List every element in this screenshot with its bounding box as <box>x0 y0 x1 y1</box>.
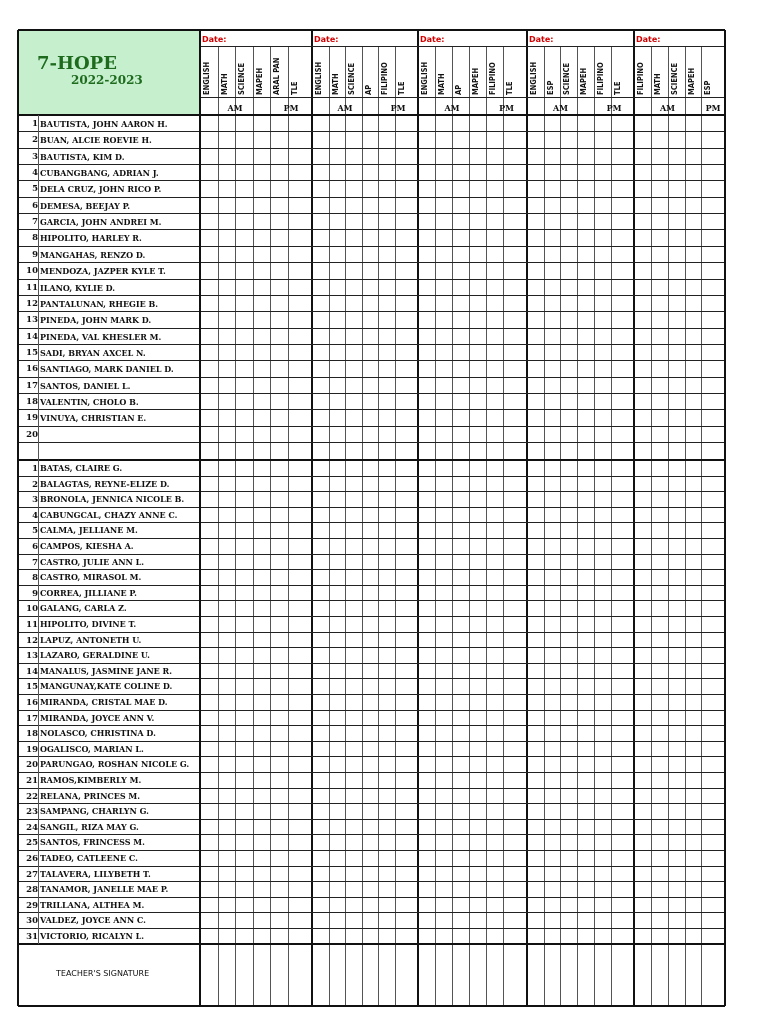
date-label: Date: <box>202 35 227 44</box>
subject-header: TLE <box>290 81 299 95</box>
row-line <box>18 881 725 882</box>
subject-header: FILIPINO <box>596 62 605 95</box>
signature-row-line <box>18 943 725 945</box>
am-pm-divider <box>486 46 487 1006</box>
row-number: 20 <box>26 430 38 440</box>
row-line <box>18 377 725 378</box>
row-line <box>18 409 725 410</box>
day-group-divider <box>417 30 419 1006</box>
row-number: 16 <box>26 364 38 374</box>
row-line <box>18 538 725 539</box>
column-line <box>503 46 504 1006</box>
row-number: 13 <box>26 651 38 661</box>
row-number: 2 <box>32 480 38 490</box>
subject-header: SCIENCE <box>670 62 679 95</box>
column-line <box>469 46 470 1006</box>
row-line <box>18 426 725 427</box>
student-name: CALMA, JELLIANE M. <box>40 525 138 535</box>
row-line <box>18 279 725 280</box>
subject-header: FILIPINO <box>488 62 497 95</box>
header-bottom-line <box>18 114 725 116</box>
row-line <box>18 262 725 263</box>
student-name: VICTORIO, RICALYN L. <box>40 931 144 941</box>
am-label: AM <box>552 103 569 113</box>
date-row-line <box>200 46 725 47</box>
subject-header: ESP <box>703 80 712 95</box>
row-line <box>18 197 725 198</box>
am-pm-divider <box>378 46 379 1006</box>
row-line <box>18 772 725 773</box>
student-name: GALANG, CARLA Z. <box>40 603 127 613</box>
subject-header: MAPEH <box>255 67 264 95</box>
row-number: 7 <box>32 217 38 227</box>
row-number: 24 <box>26 823 38 833</box>
row-line <box>18 344 725 345</box>
subject-header: ENGLISH <box>529 61 538 95</box>
row-number: 14 <box>26 667 38 677</box>
column-line <box>544 46 545 1006</box>
teacher-signature-label: TEACHER'S SIGNATURE <box>56 969 150 978</box>
row-number: 11 <box>26 620 38 630</box>
school-year: 2022-2023 <box>71 73 143 87</box>
student-name: GARCIA, JOHN ANDREI M. <box>40 217 162 227</box>
student-name: HIPOLITO, HARLEY R. <box>40 233 142 243</box>
row-line <box>18 180 725 181</box>
column-line <box>435 46 436 1006</box>
row-line <box>18 694 725 695</box>
row-number: 17 <box>26 714 38 724</box>
row-number: 19 <box>26 413 38 423</box>
row-line <box>18 213 725 214</box>
subject-header: AP <box>454 84 463 95</box>
row-line <box>18 148 725 149</box>
row-number: 16 <box>26 698 38 708</box>
column-line <box>362 46 363 1006</box>
subject-header: AP <box>364 84 373 95</box>
student-name: CASTRO, JULIE ANN L. <box>40 557 145 567</box>
row-line <box>18 131 725 132</box>
section-divider <box>18 459 725 461</box>
student-name: TADEO, CATLEENE C. <box>40 853 138 863</box>
am-label: AM <box>337 103 353 113</box>
student-name: OGALISCO, MARIAN L. <box>40 744 144 754</box>
row-line <box>18 246 725 247</box>
row-number: 22 <box>26 792 38 802</box>
row-line <box>18 585 725 586</box>
row-number: 21 <box>26 776 38 786</box>
student-name: MANGUNAY,KATE COLINE D. <box>40 681 173 691</box>
row-line <box>18 522 725 523</box>
subject-header: MATH <box>220 73 229 95</box>
student-name: RAMOS,KIMBERLY M. <box>40 775 142 785</box>
subject-header: TLE <box>613 81 622 95</box>
student-name: SADI, BRYAN AXCEL N. <box>40 348 146 358</box>
student-name: CORREA, JILLIANE P. <box>40 588 137 598</box>
outer-border-top <box>18 29 725 31</box>
column-line <box>611 46 612 1006</box>
student-name: PANTALUNAN, RHEGIE B. <box>40 299 159 309</box>
student-name: VALDEZ, JOYCE ANN C. <box>40 915 146 925</box>
subject-header: FILIPINO <box>636 62 645 95</box>
row-line <box>18 912 725 913</box>
student-name: TRILLANA, ALTHEA M. <box>40 900 145 910</box>
row-number: 12 <box>26 299 38 309</box>
row-line <box>18 632 725 633</box>
name-column-border <box>199 30 201 1006</box>
row-number: 27 <box>26 870 38 880</box>
column-line <box>218 46 219 1006</box>
pm-label: PM <box>705 103 721 113</box>
outer-border-bottom <box>18 1005 725 1007</box>
row-number: 14 <box>26 332 38 342</box>
row-number: 18 <box>26 729 38 739</box>
student-name: TANAMOR, JANELLE MAE P. <box>40 884 169 894</box>
subject-header: MATH <box>437 73 446 95</box>
row-line <box>18 295 725 296</box>
student-name: BAUTISTA, JOHN AARON H. <box>40 119 168 129</box>
row-number: 4 <box>32 168 38 178</box>
row-line <box>18 554 725 555</box>
pm-label: PM <box>499 103 514 113</box>
row-line <box>18 164 725 165</box>
am-label: AM <box>659 103 676 113</box>
student-name: BAUTISTA, KIM D. <box>40 152 125 162</box>
student-name: SANTIAGO, MARK DANIEL D. <box>40 364 174 374</box>
student-name: NOLASCO, CHRISTINA D. <box>40 728 156 738</box>
row-number: 26 <box>26 854 38 864</box>
row-line <box>18 647 725 648</box>
student-name: LAPUZ, ANTONETH U. <box>40 635 142 645</box>
column-line <box>288 46 289 1006</box>
am-label: AM <box>227 103 243 113</box>
outer-border-right <box>724 30 726 1006</box>
subject-header: MATH <box>331 73 340 95</box>
row-number: 30 <box>26 916 38 926</box>
day-group-divider <box>633 30 635 1006</box>
row-line <box>18 663 725 664</box>
subject-header: ENGLISH <box>314 61 323 95</box>
row-line <box>18 710 725 711</box>
student-name: VALENTIN, CHOLO B. <box>40 397 139 407</box>
row-line <box>18 616 725 617</box>
student-name: BALAGTAS, REYNE-ELIZE D. <box>40 479 170 489</box>
subject-header: SCIENCE <box>347 62 356 95</box>
row-line <box>18 803 725 804</box>
subject-header: MAPEH <box>687 67 696 95</box>
row-line <box>18 360 725 361</box>
pm-label: PM <box>283 103 299 113</box>
row-number: 1 <box>32 464 38 474</box>
row-number: 4 <box>32 511 38 521</box>
row-line <box>18 819 725 820</box>
student-name: VINUYA, CHRISTIAN E. <box>40 413 147 423</box>
row-number: 10 <box>26 604 38 614</box>
column-line <box>685 46 686 1006</box>
row-line <box>18 569 725 570</box>
row-line <box>18 600 725 601</box>
student-name: BRONOLA, JENNICA NICOLE B. <box>40 494 185 504</box>
row-number: 3 <box>32 495 38 505</box>
student-name: MANALUS, JASMINE JANE R. <box>40 666 172 676</box>
row-number: 5 <box>32 526 38 536</box>
pm-label: PM <box>606 103 622 113</box>
row-number: 12 <box>26 636 38 646</box>
row-number: 20 <box>26 760 38 770</box>
row-number: 15 <box>26 348 38 358</box>
column-line <box>452 46 453 1006</box>
date-label: Date: <box>529 35 554 44</box>
row-number: 15 <box>26 682 38 692</box>
student-name: DEMESA, BEEJAY P. <box>40 201 131 211</box>
row-number: 18 <box>26 397 38 407</box>
subject-header: TLE <box>505 81 514 95</box>
row-number: 7 <box>32 558 38 568</box>
student-name: SAMPANG, CHARLYN G. <box>40 806 149 816</box>
row-line <box>18 725 725 726</box>
row-line <box>18 834 725 835</box>
am-pm-divider <box>701 46 702 1006</box>
row-line <box>18 229 725 230</box>
row-number: 1 <box>32 119 38 129</box>
row-line <box>18 328 725 329</box>
row-line <box>18 850 725 851</box>
column-line <box>560 46 561 1006</box>
row-line <box>18 476 725 477</box>
student-name: PINEDA, JOHN MARK D. <box>40 315 152 325</box>
column-line <box>395 46 396 1006</box>
row-number: 17 <box>26 381 38 391</box>
row-line <box>18 311 725 312</box>
subject-header: ENGLISH <box>202 61 211 95</box>
row-number: 9 <box>32 250 38 260</box>
student-name: MANGAHAS, RENZO D. <box>40 250 146 260</box>
student-name: SANTOS, DANIEL L. <box>40 381 131 391</box>
row-number: 13 <box>26 315 38 325</box>
student-name: BUAN, ALCIE ROEVIE H. <box>40 135 152 145</box>
subject-header: ESP <box>546 80 555 95</box>
row-number: 23 <box>26 807 38 817</box>
class-title: 7-HOPE <box>37 53 117 74</box>
column-line <box>345 46 346 1006</box>
subject-row-line <box>200 97 725 98</box>
am-label: AM <box>444 103 460 113</box>
day-group-divider <box>311 30 313 1006</box>
column-line <box>329 46 330 1006</box>
row-number: 28 <box>26 885 38 895</box>
student-name: TALAVERA, LILYBETH T. <box>40 869 151 879</box>
student-name: ILANO, KYLIE D. <box>40 283 116 293</box>
row-number: 10 <box>26 266 38 276</box>
student-name: CUBANGBANG, ADRIAN J. <box>40 168 159 178</box>
student-name: PINEDA, VAL KHESLER M. <box>40 332 162 342</box>
student-name: HIPOLITO, DIVINE T. <box>40 619 137 629</box>
row-number: 25 <box>26 838 38 848</box>
row-line <box>18 928 725 929</box>
subject-header: ARAL PAN <box>272 57 281 95</box>
subject-header: SCIENCE <box>562 62 571 95</box>
row-number: 2 <box>32 135 38 145</box>
column-line <box>235 46 236 1006</box>
row-number: 11 <box>26 283 38 293</box>
student-name: SANTOS, FRINCESS M. <box>40 837 145 847</box>
row-line <box>18 442 725 443</box>
date-label: Date: <box>420 35 445 44</box>
row-number: 5 <box>32 184 38 194</box>
student-name: RELANA, PRINCES M. <box>40 791 141 801</box>
row-number: 9 <box>32 589 38 599</box>
column-line <box>253 46 254 1006</box>
subject-header: MATH <box>653 73 662 95</box>
row-number: 19 <box>26 745 38 755</box>
subject-header: SCIENCE <box>237 62 246 95</box>
row-line <box>18 393 725 394</box>
subject-header: MAPEH <box>471 67 480 95</box>
row-line <box>18 491 725 492</box>
row-number: 6 <box>32 542 38 552</box>
am-pm-divider <box>270 46 271 1006</box>
row-number: 3 <box>32 152 38 162</box>
row-number: 29 <box>26 901 38 911</box>
row-number: 8 <box>32 573 38 583</box>
column-line <box>651 46 652 1006</box>
pm-label: PM <box>390 103 406 113</box>
student-name: MIRANDA, CRISTAL MAE D. <box>40 697 168 707</box>
subject-header: TLE <box>397 81 406 95</box>
date-label: Date: <box>314 35 339 44</box>
row-line <box>18 897 725 898</box>
am-pm-divider <box>594 46 595 1006</box>
subject-header: ENGLISH <box>420 61 429 95</box>
row-number: 8 <box>32 233 38 243</box>
subject-header: MAPEH <box>579 67 588 95</box>
student-name: PARUNGAO, ROSHAN NICOLE G. <box>40 759 190 769</box>
student-name: BATAS, CLAIRE G. <box>40 463 123 473</box>
row-line <box>18 507 725 508</box>
row-number: 31 <box>26 932 38 942</box>
date-label: Date: <box>636 35 661 44</box>
student-name: CAMPOS, KIESHA A. <box>40 541 134 551</box>
row-line <box>18 741 725 742</box>
student-name: SANGIL, RIZA MAY G. <box>40 822 139 832</box>
column-line <box>577 46 578 1006</box>
row-line <box>18 678 725 679</box>
student-name: MIRANDA, JOYCE ANN V. <box>40 713 155 723</box>
student-name: MENDOZA, JAZPER KYLE T. <box>40 266 166 276</box>
subject-header: FILIPINO <box>380 62 389 95</box>
row-line <box>18 866 725 867</box>
student-name: CASTRO, MIRASOL M. <box>40 572 142 582</box>
student-name: CABUNGCAL, CHAZY ANNE C. <box>40 510 178 520</box>
row-number: 6 <box>32 201 38 211</box>
row-line <box>18 756 725 757</box>
column-line <box>668 46 669 1006</box>
row-line <box>18 788 725 789</box>
outer-border-left <box>17 30 19 1006</box>
number-column-line <box>38 115 39 944</box>
student-name: DELA CRUZ, JOHN RICO P. <box>40 184 162 194</box>
day-group-divider <box>526 30 528 1006</box>
student-name: LAZARO, GERALDINE U. <box>40 650 150 660</box>
